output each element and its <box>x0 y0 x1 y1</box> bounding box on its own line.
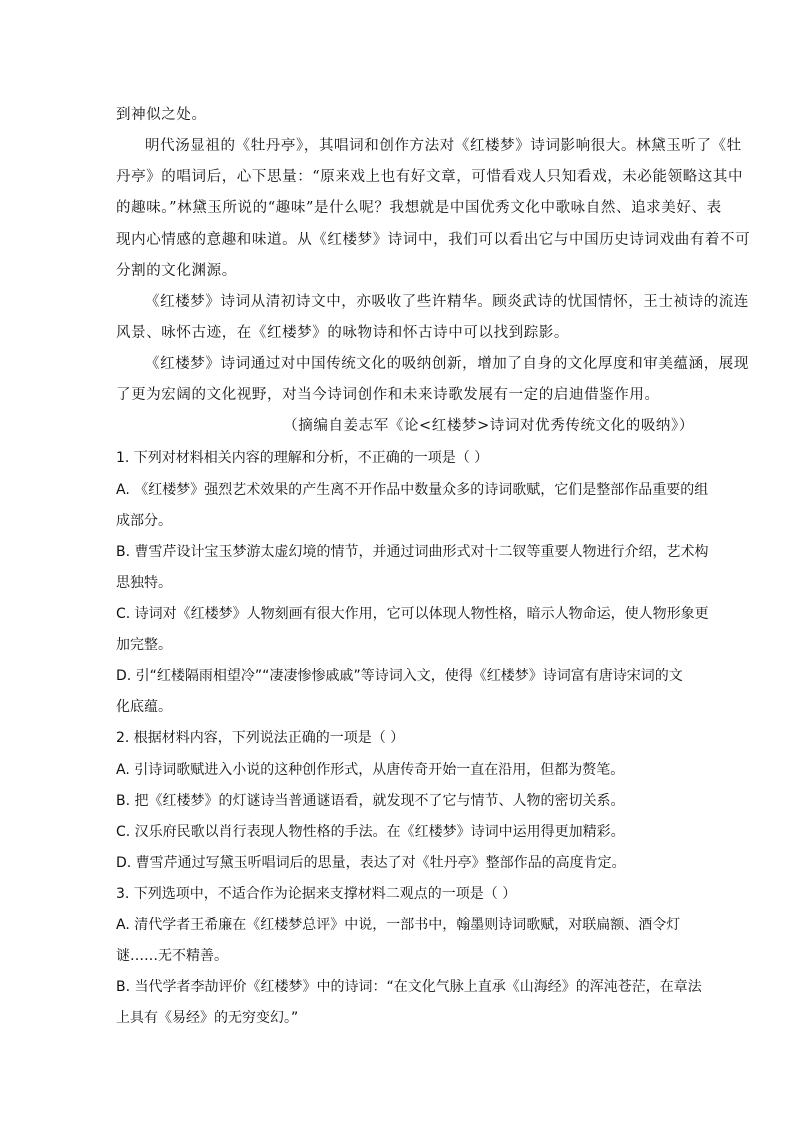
question-1-stem: 1. 下列对材料相关内容的理解和分析，不正确的一项是（ ） <box>116 450 489 466</box>
question-3-option-a: A. 清代学者王希廉在《红楼梦总评》中说，一部书中，翰墨则诗词歌赋，对联扁额、酒令灯 <box>116 917 681 933</box>
passage-line: 丹亭》的唱词后，心下思量：“原来戏上也有好文章，可惜看戏人只知看戏，未必能领略这其中 <box>116 169 744 185</box>
passage-line: 到神似之处。 <box>116 107 207 123</box>
question-2-option-a: A. 引诗词歌赋进入小说的这种创作形式，从唐传奇开始一直在沿用，但都为赘笔。 <box>116 762 625 778</box>
passage-line: 风景、咏怀古迹，在《红楼梦》的咏物诗和怀古诗中可以找到踪影。 <box>116 325 569 341</box>
question-1-option-a-cont: 成部分。 <box>116 513 172 529</box>
passage-line: 的趣味。”林黛玉所说的“趣味”是什么呢？我想就是中国优秀文化中歌咏自然、追求美好、表 <box>116 200 722 216</box>
question-3-stem: 3. 下列选项中，不适合作为论据来支撑材料二观点的一项是（ ） <box>116 886 517 902</box>
question-2-option-c: C. 汉乐府民歌以肖行表现人物性格的手法。在《红楼梦》诗词中运用得更加精彩。 <box>116 824 625 840</box>
passage-line: 《红楼梦》诗词从清初诗文中，亦吸收了些许精华。顾炎武诗的忧国情怀，王士祯诗的流连 <box>145 294 749 310</box>
question-2-stem: 2. 根据材料内容，下列说法正确的一项是（ ） <box>116 730 405 746</box>
passage-line: 分割的文化渊源。 <box>116 263 237 279</box>
passage-line: 现内心情感的意趣和味道。从《红楼梦》诗词中，我们可以看出它与中国历史诗词戏曲有着不可 <box>116 232 751 248</box>
question-2-option-d: D. 曹雪芹通过写黛玉听唱词后的思量，表达了对《牡丹亭》整部作品的高度肯定。 <box>116 855 626 871</box>
passage-line: 明代汤显祖的《牡丹亭》，其唱词和创作方法对《红楼梦》诗词影响很大。林黛玉听了《牡 <box>145 138 742 154</box>
question-1-option-c-cont: 加完整。 <box>116 637 172 653</box>
question-1-option-c: C. 诗词对《红楼梦》人物刻画有很大作用，它可以体现人物性格，暗示人物命运，使人物形象更 <box>116 606 709 622</box>
passage-line: 《红楼梦》诗词通过对中国传统文化的吸纳创新，增加了自身的文化厚度和审美蕴涵，展现 <box>145 356 749 372</box>
question-1-option-a: A. 《红楼梦》强烈艺术效果的产生离不开作品中数量众多的诗词歌赋，它们是整部作品重要的组 <box>116 482 709 498</box>
passage-source: （摘编自姜志军《论<红楼梦>诗词对优秀传统文化的吸纳》） <box>283 418 694 434</box>
question-1-option-d: D. 引“红楼隔雨相望冷”“凄凄惨惨戚戚”等诗词入文，使得《红楼梦》诗词富有唐诗宋词的文 <box>116 668 683 684</box>
question-1-option-d-cont: 化底蕴。 <box>116 699 172 715</box>
question-3-option-b-cont: 上具有《易经》的无穷变幻。” <box>116 1010 299 1026</box>
question-1-option-b-cont: 思独特。 <box>116 575 172 591</box>
question-1-option-b: B. 曹雪芹设计宝玉梦游太虚幻境的情节，并通过词曲形式对十二钗等重要人物进行介绍，艺术构 <box>116 544 709 560</box>
passage-line: 了更为宏阔的文化视野，对当今诗词创作和未来诗歌发展有一定的启迪借鉴作用。 <box>116 387 660 403</box>
question-2-option-b: B. 把《红楼梦》的灯谜诗当普通谜语看，就发现不了它与情节、人物的密切关系。 <box>116 793 625 809</box>
question-3-option-a-cont: 谜……无不精善。 <box>116 948 228 964</box>
question-3-option-b: B. 当代学者李劼评价《红楼梦》中的诗词：“在文化气脉上直承《山海经》的浑沌苍茫，在章法 <box>116 979 702 995</box>
